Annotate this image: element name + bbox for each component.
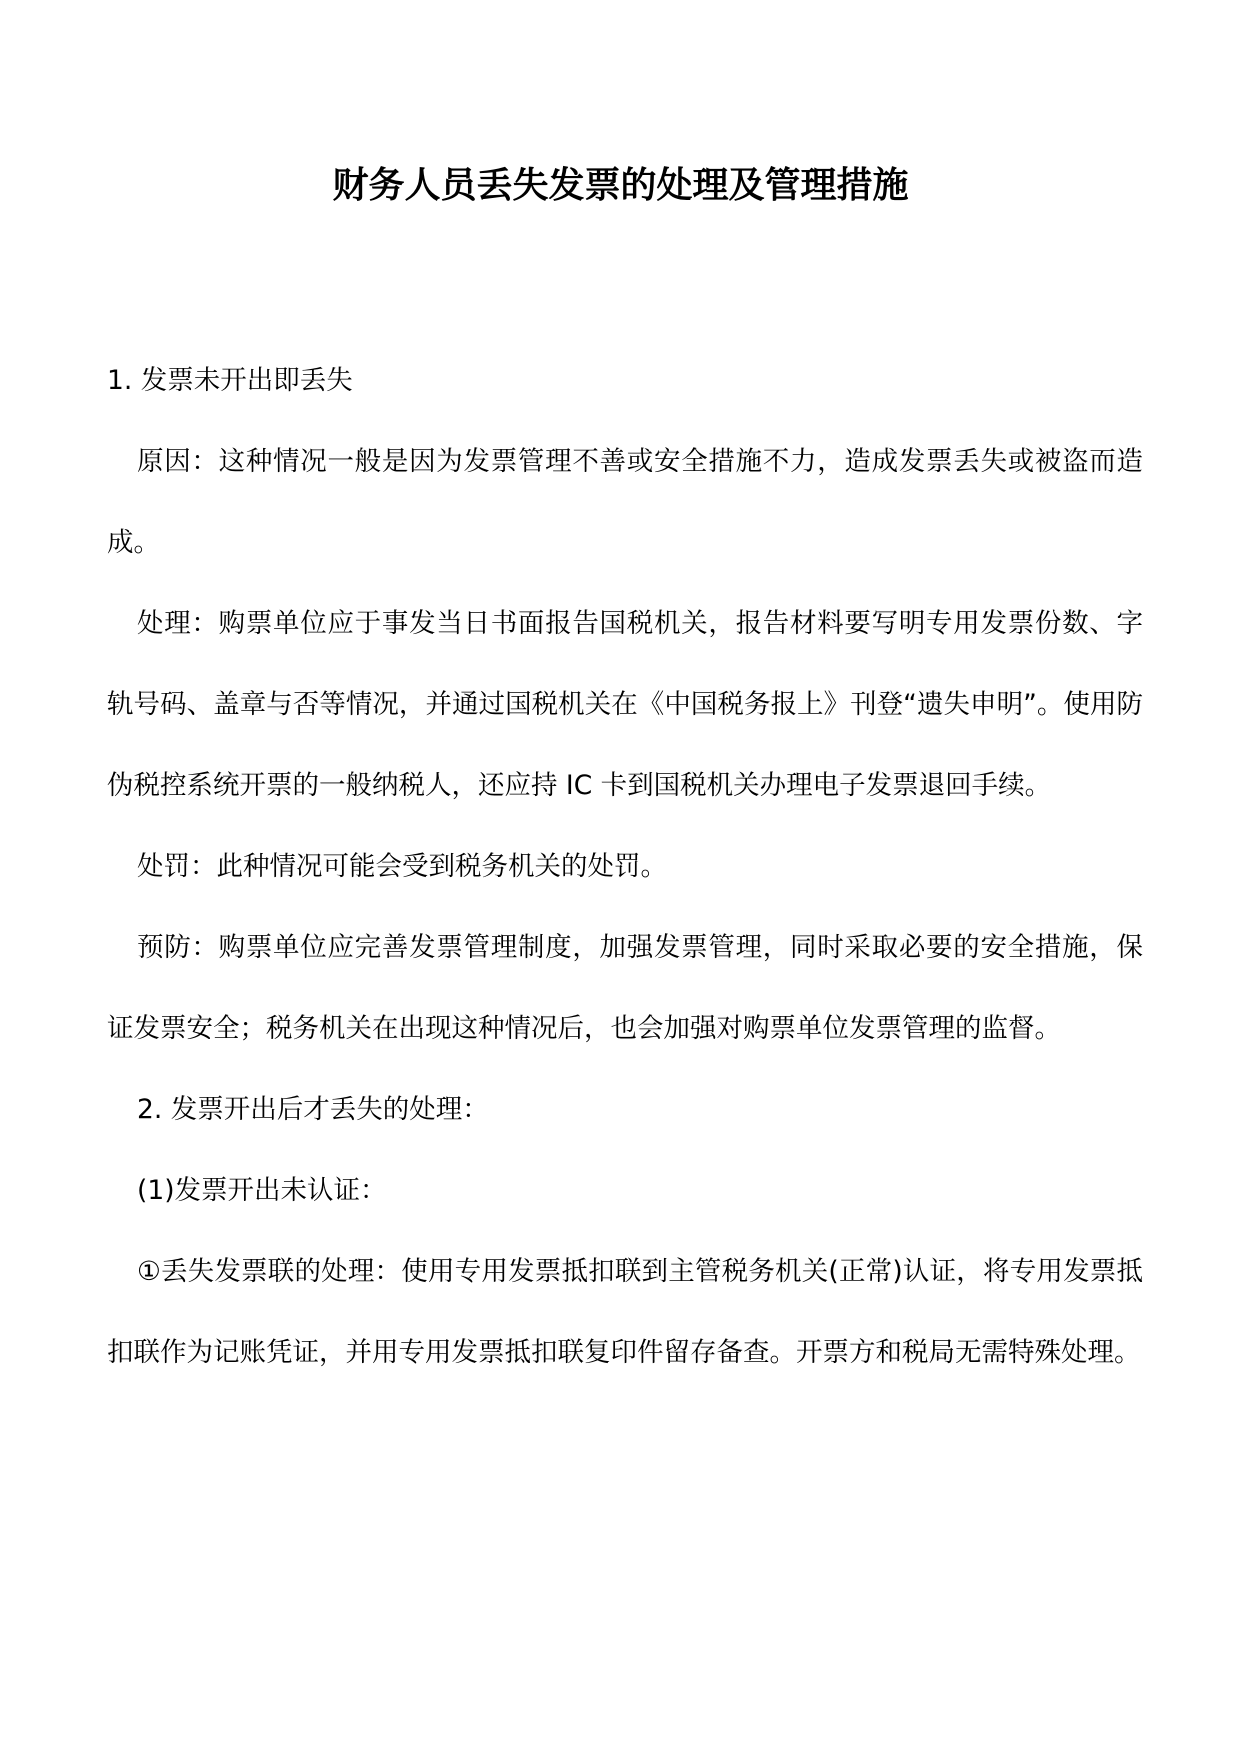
section-heading-1: 1. 发票未开出即丢失 (107, 365, 353, 396)
subsection-heading-1: (1)发票开出未认证： (137, 1175, 387, 1206)
paragraph-prevention: 预防：购票单位应完善发票管理制度，加强发票管理，同时采取必要的安全措施，保证发票安全；税务机关在出现这种情况后，也会加强对购票单位发票管理的监督。 (107, 932, 1143, 1044)
paragraph-cause: 原因：这种情况一般是因为发票管理不善或安全措施不力，造成发票丢失或被盗而造成。 (107, 446, 1143, 558)
paragraph-lost-invoice-copy: ①丢失发票联的处理：使用专用发票抵扣联到主管税务机关(正常)认证，将专用发票抵扣联作为记账凭证，并用专用发票抵扣联复印件留存备查。开票方和税局无需特殊处理。 (107, 1256, 1143, 1368)
document-body (107, 340, 1143, 1393)
paragraph-penalty: 处罚：此种情况可能会受到税务机关的处罚。 (137, 851, 667, 882)
document-title: 财务人员丢失发票的处理及管理措施 (332, 164, 909, 206)
paragraph-handling: 处理：购票单位应于事发当日书面报告国税机关，报告材料要写明专用发票份数、字轨号码、盖章与否等情况，并通过国税机关在《中国税务报上》刊登“遗失申明”。使用防伪税控系统开票的一般纳税人，还应持 IC 卡到国税机关办理电子发票退回手续。 (107, 608, 1143, 801)
section-heading-2: 2. 发票开出后才丢失的处理： (137, 1094, 489, 1125)
